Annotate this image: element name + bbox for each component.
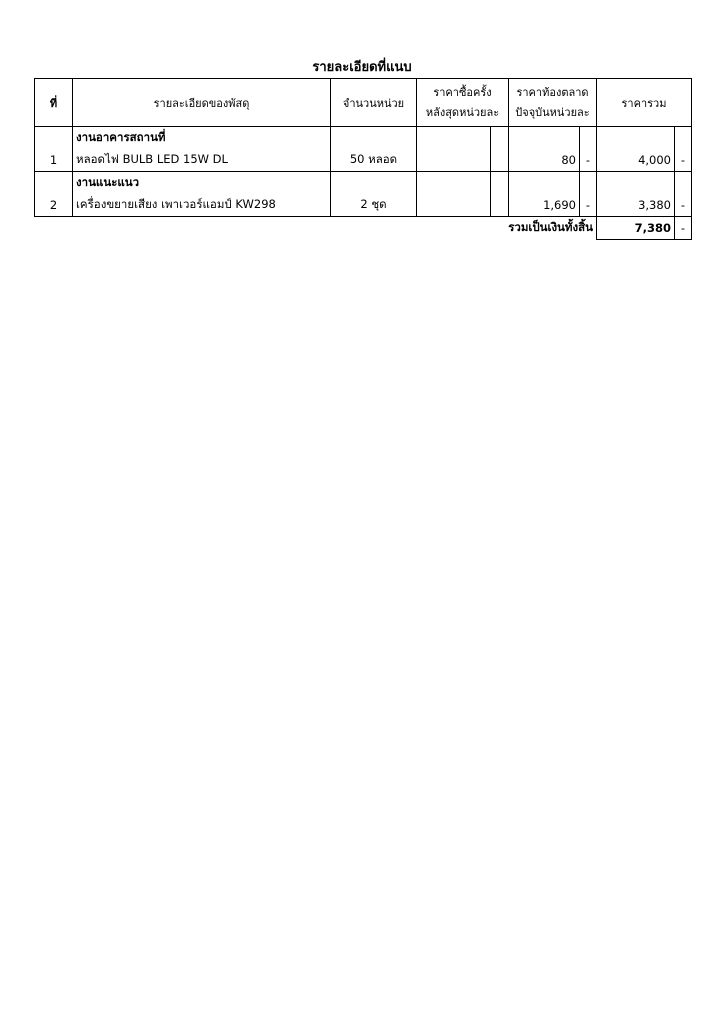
category-label: งานแนะแนว	[73, 172, 331, 195]
row-total: 3,380	[597, 194, 675, 217]
row-market-price: 80	[509, 149, 580, 172]
header-market-price-line2: ปัจจุบันหน่วยละ	[515, 105, 590, 119]
row-description: เครื่องขยายเสียง เพาเวอร์แอมป์ KW298	[73, 194, 331, 217]
row-total-dash: -	[675, 149, 692, 172]
row-total-dash: -	[675, 194, 692, 217]
category-row	[35, 172, 692, 195]
row-market-price-dash: -	[580, 194, 597, 217]
header-quantity: จำนวนหน่วย	[331, 79, 417, 127]
grand-total-row	[35, 217, 692, 240]
category-label: งานอาคารสถานที่	[73, 127, 331, 150]
header-no: ที่	[35, 79, 73, 127]
row-quantity: 2 ชุด	[331, 194, 417, 217]
row-market-price-dash: -	[580, 149, 597, 172]
header-last-price	[417, 79, 509, 127]
row-description: หลอดไฟ BULB LED 15W DL	[73, 149, 331, 172]
table-header-row	[35, 79, 692, 127]
header-total: ราคารวม	[597, 79, 692, 127]
page-title: รายละเอียดที่แนบ	[312, 60, 412, 75]
grand-total-value: 7,380	[597, 217, 675, 240]
table-row	[35, 149, 692, 172]
header-last-price-line1: ราคาซื้อครั้ง	[433, 85, 492, 99]
row-no: 2	[35, 194, 73, 217]
grand-total-dash: -	[675, 217, 692, 240]
header-description: รายละเอียดของพัสดุ	[73, 79, 331, 127]
grand-total-label: รวมเป็นเงินทั้งสิ้น	[417, 217, 597, 240]
row-total: 4,000	[597, 149, 675, 172]
row-last-price	[417, 149, 491, 172]
row-no: 1	[35, 149, 73, 172]
row-last-price-dash	[491, 149, 509, 172]
header-last-price-line2: หลังสุดหน่วยละ	[425, 105, 500, 119]
category-row	[35, 127, 692, 150]
table-row	[35, 194, 692, 217]
row-quantity: 50 หลอด	[331, 149, 417, 172]
row-last-price	[417, 194, 491, 217]
row-last-price-dash	[491, 194, 509, 217]
header-market-price	[509, 79, 597, 127]
header-market-price-line1: ราคาท้องตลาด	[516, 85, 589, 99]
row-market-price: 1,690	[509, 194, 580, 217]
items-table	[34, 78, 692, 240]
